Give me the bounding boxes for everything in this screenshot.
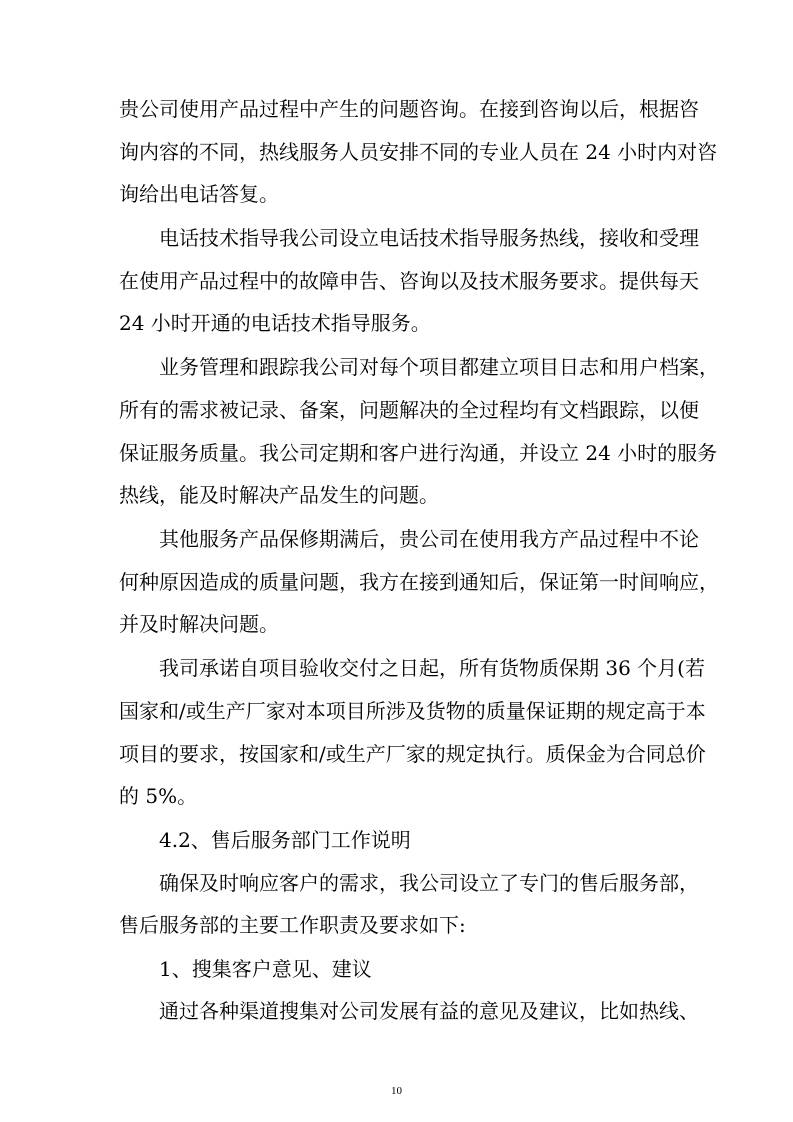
- text-line: 询给出电话答复。: [119, 182, 279, 206]
- text-line: 所有的需求被记录、备案，问题解决的全过程均有文档跟踪，以便: [119, 398, 699, 422]
- text-line: 并及时解决问题。: [119, 612, 279, 636]
- text-line: 询内容的不同，热线服务人员安排不同的专业人员在 24 小时内对咨: [119, 140, 718, 164]
- paragraph-first-line: 电话技术指导我公司设立电话技术指导服务热线，接收和受理: [159, 226, 699, 250]
- text-line: 在使用产品过程中的故障申告、咨询以及技术服务要求。提供每天: [119, 269, 699, 293]
- text-line: 保证服务质量。我公司定期和客户进行沟通，并设立 24 小时的服务: [119, 441, 718, 465]
- text-line: 贵公司使用产品过程中产生的问题咨询。在接到咨询以后，根据咨: [119, 97, 699, 121]
- paragraph-first-line: 确保及时响应客户的需求，我公司设立了专门的售后服务部，: [159, 871, 699, 895]
- paragraph-first-line: 我司承诺自项目验收交付之日起，所有货物质保期 36 个月(若: [159, 656, 705, 680]
- text-line: 24 小时开通的电话技术指导服务。: [119, 311, 431, 335]
- section-heading: 4.2、售后服务部门工作说明: [159, 828, 411, 852]
- text-line: 热线，能及时解决产品发生的问题。: [119, 483, 439, 507]
- paragraph-first-line: 业务管理和跟踪我公司对每个项目都建立项目日志和用户档案，: [159, 355, 719, 379]
- text-line: 国家和/或生产厂家对本项目所涉及货物的质量保证期的规定高于本: [119, 699, 706, 723]
- paragraph-first-line: 其他服务产品保修期满后，贵公司在使用我方产品过程中不论: [159, 527, 699, 551]
- text-line: 的 5%。: [119, 784, 198, 808]
- list-item-heading: 1、搜集客户意见、建议: [159, 957, 372, 981]
- text-line: 项目的要求，按国家和/或生产厂家的规定执行。质保金为合同总价: [119, 742, 706, 766]
- text-line: 何种原因造成的质量问题，我方在接到通知后，保证第一时间响应，: [119, 570, 719, 594]
- page-number: 10: [391, 1085, 402, 1097]
- text-line: 售后服务部的主要工作职责及要求如下:: [119, 913, 466, 937]
- paragraph-first-line: 通过各种渠道搜集对公司发展有益的意见及建议，比如热线、: [159, 999, 699, 1023]
